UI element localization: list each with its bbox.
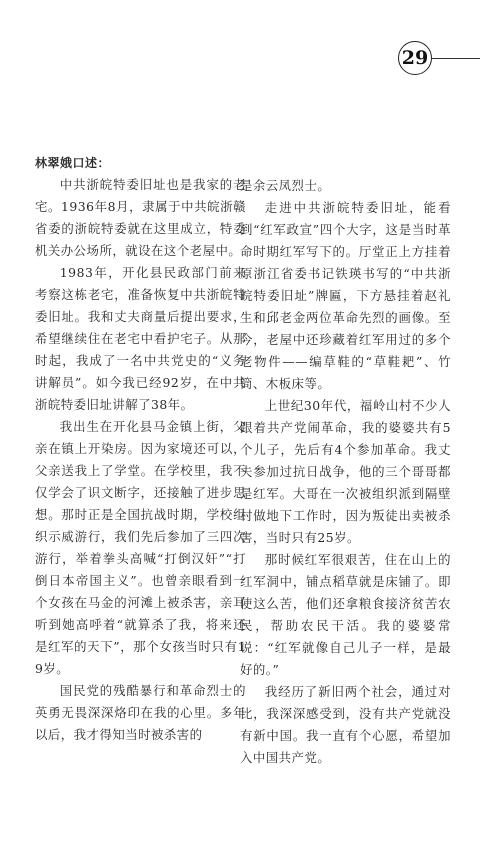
narrator-label: 林翠娥口述： (35, 156, 111, 170)
paragraph: 我出生在开化县马金镇上街，父亲在镇上开染房。因为家境还可以，父亲送我上了学堂。在学校里，我不仅学会了识文断字，还接触了进步思想。那时正是全国抗战时期，学校组织示威游行，我们先后参加了三四次游行，举着拳头高喊“打倒汉奸”“打倒日本帝国主义”。也曾亲眼看到一个女孩在马金的河滩上被杀害，亲耳听到她高呼着“就算杀了我，将来还是红军的天下”，那个女孩当时只有19岁。 (35, 419, 246, 676)
paragraph: 那时候红军很艰苦，住在山上的红军洞中，铺点稻草就是床铺了。即使这么苦，他们还拿粮食接济贫苦农民，帮助农民干活。我的婆婆常说：“红军就像自己儿子一样，是最好的。” (240, 552, 451, 677)
paragraph: 我经历了新旧两个社会，通过对比，我深深感受到，没有共产党就没有新中国。我一直有个心愿，希望加入中国共产党。 (240, 684, 451, 765)
paragraph: 1983年，开化县民政部门前来考察这栋老宅，准备恢复中共浙皖特委旧址。我和丈夫商量后提出要求，希望继续住在老宅中看护宅子。从那时起，我成了一名中共党史的“义务讲解员”。如今我已经92岁，在中共浙皖特委旧址讲解了38年。 (35, 265, 246, 412)
left-column (35, 152, 246, 746)
paragraph: 中共浙皖特委旧址也是我家的老宅。1936年8月，隶属于中共皖浙赣省委的浙皖特委就在这里成立，特委机关办公场所，就设在这个老屋中。 (35, 177, 246, 258)
page-number: 29 (398, 41, 432, 75)
right-column (240, 175, 451, 769)
paragraph: 国民党的残酷暴行和革命烈士的英勇无畏深深烙印在我的心里。多年以后，我才得知当时被杀害的 (35, 683, 246, 742)
paragraph: 走进中共浙皖特委旧址，能看到“红军政宣”四个大字，这是当时革命时期红军写下的。厅堂正上方挂着原浙江省委书记铁瑛书写的“中共浙皖特委旧址”牌匾，下方悬挂着赵礼生和邱老金两位革命先烈的画像。至今，老屋中还珍藏着红军用过的多个老物件——编草鞋的“草鞋耙”、竹筒、木板床等。 (240, 200, 451, 391)
paragraph: 上世纪30年代，福岭山村不少人跟着共产党闹革命，我的婆婆共有5个儿子，先后有4个参加革命。我丈夫参加过抗日战争，他的三个哥哥都是红军。大哥在一次被组织派到隔壁村做地下工作时，因为叛徒出卖被杀害，当时只有25岁。 (240, 398, 451, 545)
paragraph-continuation: 是余云凤烈士。 (240, 178, 331, 193)
page-header (0, 0, 480, 80)
header-rule (432, 58, 480, 59)
